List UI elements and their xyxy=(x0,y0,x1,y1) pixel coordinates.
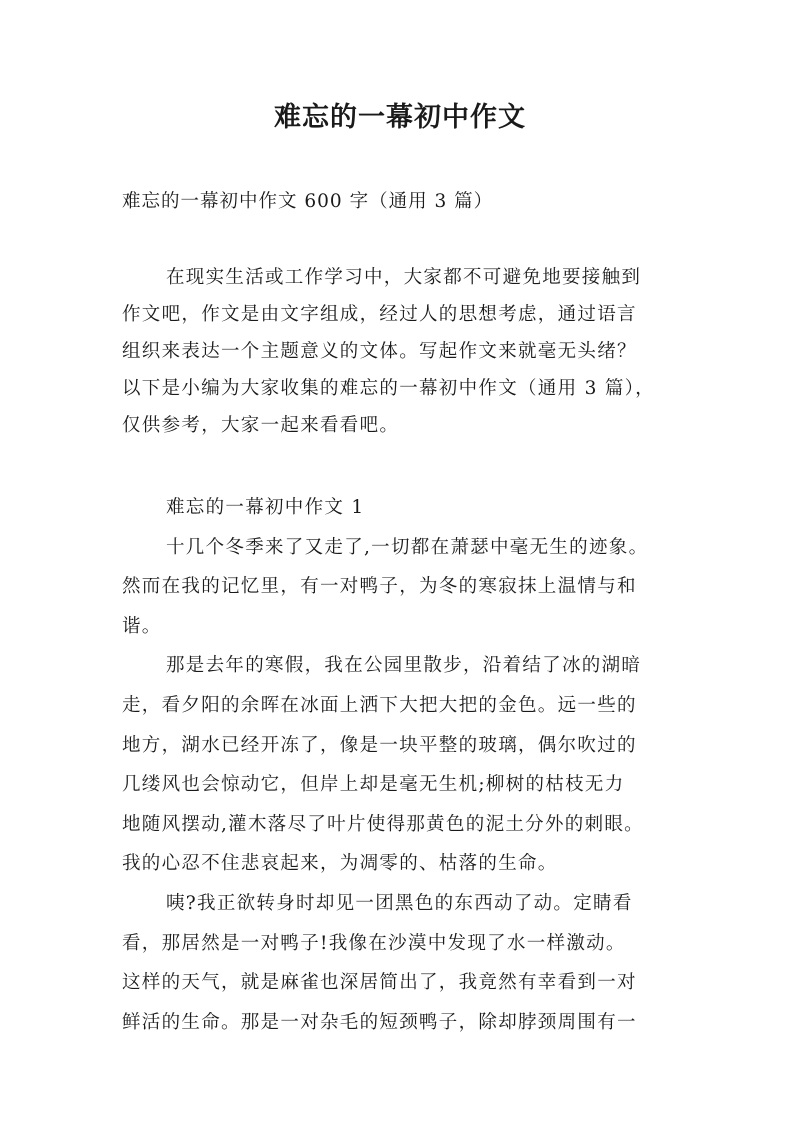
intro-paragraph xyxy=(122,259,688,444)
essay-line: 几缕风也会惊动它，但岸上却是毫无生机;柳树的枯枝无力 xyxy=(122,774,625,796)
essay-line: 那是去年的寒假，我在公园里散步，沿着结了冰的湖暗 xyxy=(166,655,642,677)
intro-line: 组织来表达一个主题意义的文体。写起作文来就毫无头绪？ xyxy=(122,341,637,362)
essay-line: 我的心忍不住悲哀起来，为凋零的、枯落的生命。 xyxy=(122,853,558,875)
intro-line: 仅供参考，大家一起来看看吧。 xyxy=(122,415,400,436)
essay-heading: 难忘的一幕初中作文 1 xyxy=(166,497,365,518)
essay-line: 地随风摆动,灌木落尽了叶片使得那黄色的泥土分外的刺眼。 xyxy=(122,813,644,835)
intro-line: 以下是小编为大家收集的难忘的一幕初中作文（通用 3 篇）， xyxy=(122,378,655,399)
essay-section xyxy=(122,488,688,1042)
essay-line: 十几个冬季来了又走了,一切都在萧瑟中毫无生的迹象。 xyxy=(166,536,649,558)
essay-line: 谐。 xyxy=(122,615,162,637)
intro-line: 在现实生活或工作学习中，大家都不可避免地要接触到 xyxy=(166,267,642,288)
essay-line: 走，看夕阳的余晖在冰面上洒下大把大把的金色。远一些的 xyxy=(122,694,637,716)
essay-line: 咦?我正欲转身时却见一团黑色的东西动了动。定睛看 xyxy=(166,892,633,914)
essay-line: 看，那居然是一对鸭子!我像在沙漠中发现了水一样激动。 xyxy=(122,932,626,954)
essay-line: 地方，湖水已经开冻了，像是一块平整的玻璃，偶尔吹过的 xyxy=(122,734,637,756)
document-subtitle: 难忘的一幕初中作文 600 字（通用 3 篇） xyxy=(122,191,494,212)
essay-line: 然而在我的记忆里，有一对鸭子，为冬的寒寂抹上温情与和 xyxy=(122,576,637,598)
document-title: 难忘的一幕初中作文 xyxy=(274,102,526,133)
intro-line: 作文吧，作文是由文字组成，经过人的思想考虑，通过语言 xyxy=(122,304,637,325)
essay-line: 这样的天气，就是麻雀也深居简出了，我竟然有幸看到一对 xyxy=(122,972,637,994)
essay-line: 鲜活的生命。那是一对杂毛的短颈鸭子，除却脖颈周围有一 xyxy=(122,1011,637,1033)
